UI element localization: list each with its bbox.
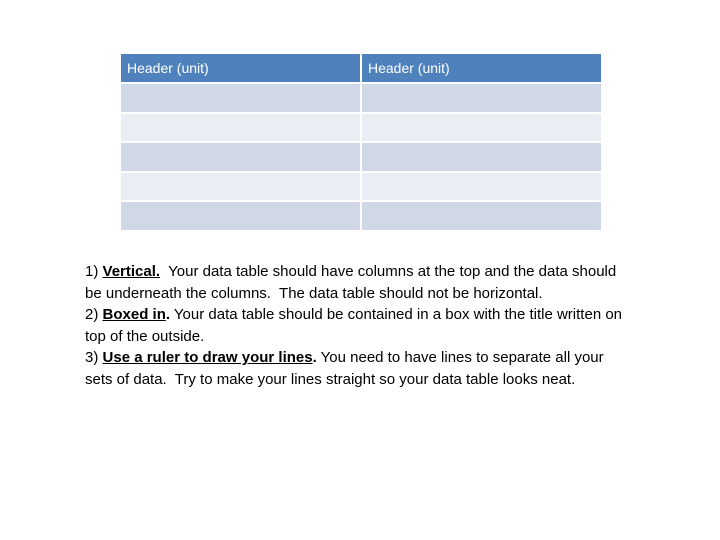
instruction-term: Use a ruler to draw your lines [102,349,313,367]
instruction-number: 1) [85,263,99,280]
table-cell [361,113,602,143]
table-cell [120,83,361,113]
column-header-1: Header (unit) [120,53,361,83]
table-cell [120,172,361,202]
instruction-term: Vertical. [102,263,161,280]
instruction-number: 3) [85,349,99,367]
instruction-term-period: . [312,349,317,367]
instruction-term-period: . [165,306,171,324]
table-cell [361,172,602,202]
table-row [120,142,602,172]
table-row [120,201,602,231]
instruction-item-3 [85,347,633,390]
instruction-number: 2) [85,306,99,324]
instructions-list [85,261,633,391]
table-cell [361,83,602,113]
instruction-text: You need to have lines to separate all your sets of data. Try to make your lines straight so your data table looks neat. [85,349,608,388]
instruction-text: Your data table should have columns at the top and the data should be underneath the columns. The data table should not be horizontal. [85,263,621,302]
instruction-item-1 [85,261,633,304]
instruction-item-2 [85,304,633,347]
data-table [119,52,603,232]
table-header-row [120,53,602,83]
column-header-2: Header (unit) [361,53,602,83]
table-row [120,172,602,202]
table-cell [361,201,602,231]
instruction-term: Boxed in [102,306,166,324]
table-row [120,113,602,143]
table-cell [120,113,361,143]
instruction-text: Your data table should be contained in a box with the title written on top of the outside. [85,306,627,345]
table-cell [120,201,361,231]
table-row [120,83,602,113]
table-cell [120,142,361,172]
table-cell [361,142,602,172]
